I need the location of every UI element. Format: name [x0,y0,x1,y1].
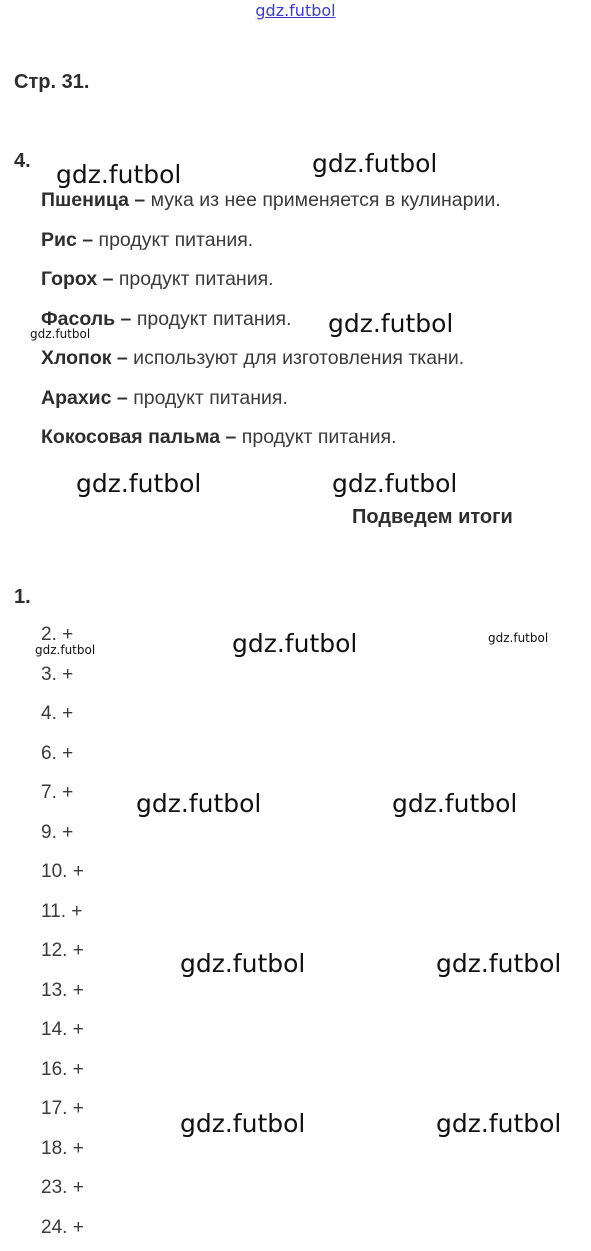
watermark: gdz.futbol [76,469,202,498]
task-4-row [41,387,288,410]
watermark: gdz.futbol [180,1109,306,1138]
plant-use: используют для изготовления ткани. [127,347,465,369]
watermark: gdz.futbol [232,629,358,658]
answer-item: 11. + [41,901,83,922]
plant-name: Горох – [41,268,114,290]
plant-name: Пшеница – [41,189,146,211]
answer-item: 10. + [41,861,84,882]
watermark: gdz.futbol [136,789,262,818]
plant-name: Хлопок – [41,347,128,369]
watermark: gdz.futbol [30,327,91,341]
answer-item: 12. + [41,940,84,961]
plant-use: продукт питания. [93,229,254,251]
answer-item: 13. + [41,980,84,1001]
plant-name: Арахис – [41,387,128,409]
answer-item: 24. + [41,1217,84,1238]
answer-item: 17. + [41,1098,84,1119]
answer-item: 4. + [41,703,74,724]
watermark: gdz.futbol [35,643,96,657]
plant-use: продукт питания. [236,426,397,448]
task-4-row [41,229,253,252]
task-4-row [41,189,501,212]
plant-name: Рис – [41,229,94,251]
answer-item: 7. + [41,782,74,803]
plant-use: мука из нее применяется в кулинарии. [145,189,501,211]
answer-item: 2. + [41,624,74,645]
answer-item: 16. + [41,1059,84,1080]
plant-use: продукт питания. [127,387,288,409]
watermark: gdz.futbol [328,309,454,338]
plant-use: продукт питания. [131,308,292,330]
watermark: gdz.futbol [392,789,518,818]
task-4-row [41,268,274,291]
watermark: gdz.futbol [56,160,182,189]
answer-item: 14. + [41,1019,84,1040]
answer-item: 3. + [41,664,74,685]
task-4-row [41,426,397,449]
watermark: gdz.futbol [436,949,562,978]
page-title: Стр. 31. [14,71,90,93]
watermark: gdz.futbol [180,949,306,978]
watermark: gdz.futbol [488,631,549,645]
watermark: gdz.futbol [312,149,438,178]
task-4-number: 4. [14,150,31,172]
answer-item: 18. + [41,1138,84,1159]
task-4-row [41,347,464,370]
answer-item: 23. + [41,1177,84,1198]
plant-use: продукт питания. [113,268,274,290]
summary-heading: Подведем итоги [352,506,513,528]
header-watermark-link[interactable]: gdz.futbol [255,1,336,20]
plant-name: Фасоль – [41,308,132,330]
plant-name: Кокосовая пальма – [41,426,237,448]
watermark: gdz.futbol [332,469,458,498]
answer-item: 9. + [41,822,74,843]
answer-item: 6. + [41,743,74,764]
task-1-number: 1. [14,586,31,608]
watermark: gdz.futbol [436,1109,562,1138]
